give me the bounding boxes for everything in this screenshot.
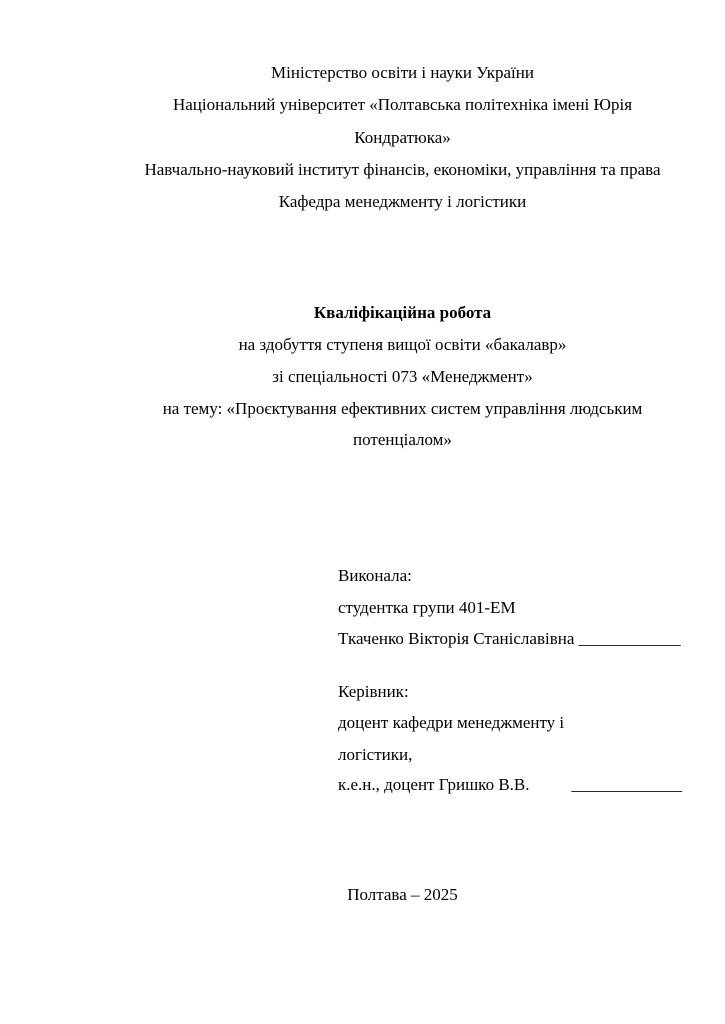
degree-line: на здобуття ступеня вищої освіти «бакалавр»: [238, 335, 567, 354]
work-title: Кваліфікаційна робота: [313, 303, 492, 322]
specialty-line: зі спеціальності 073 «Менеджмент»: [272, 367, 533, 386]
supervisor-position-line-2: логістики,: [338, 745, 413, 764]
supervisor-position-line-1: доцент кафедри менеджменту і: [338, 713, 565, 732]
topic-line-1: на тему: «Проєктування ефективних систем управління людським: [162, 399, 643, 418]
city-year-line: Полтава – 2025: [347, 885, 458, 904]
university-line-2: Кондратюка»: [354, 128, 451, 147]
topic-line-2: потенціалом»: [353, 430, 452, 449]
author-name-line: [338, 628, 697, 650]
author-name: Ткаченко Вікторія Станіславівна: [338, 629, 575, 648]
institute-line: Навчально-науковий інститут фінансів, економіки, управління та права: [144, 160, 661, 179]
department-line: Кафедра менеджменту і логістики: [278, 192, 527, 211]
author-heading: Виконала:: [338, 566, 412, 585]
author-signature-line: ____________: [578, 629, 681, 648]
supervisor-name: к.е.н., доцент Гришко В.В.: [338, 775, 530, 794]
supervisor-signature-line: _____________: [571, 775, 682, 794]
supervisor-heading: Керівник:: [338, 682, 409, 701]
author-group-line: студентка групи 401-ЕМ: [338, 598, 516, 617]
supervisor-name-line: [338, 774, 697, 796]
ministry-line: Міністерство освіти і науки України: [271, 63, 534, 82]
university-line-1: Національний університет «Полтавська політехніка імені Юрія: [172, 95, 633, 114]
